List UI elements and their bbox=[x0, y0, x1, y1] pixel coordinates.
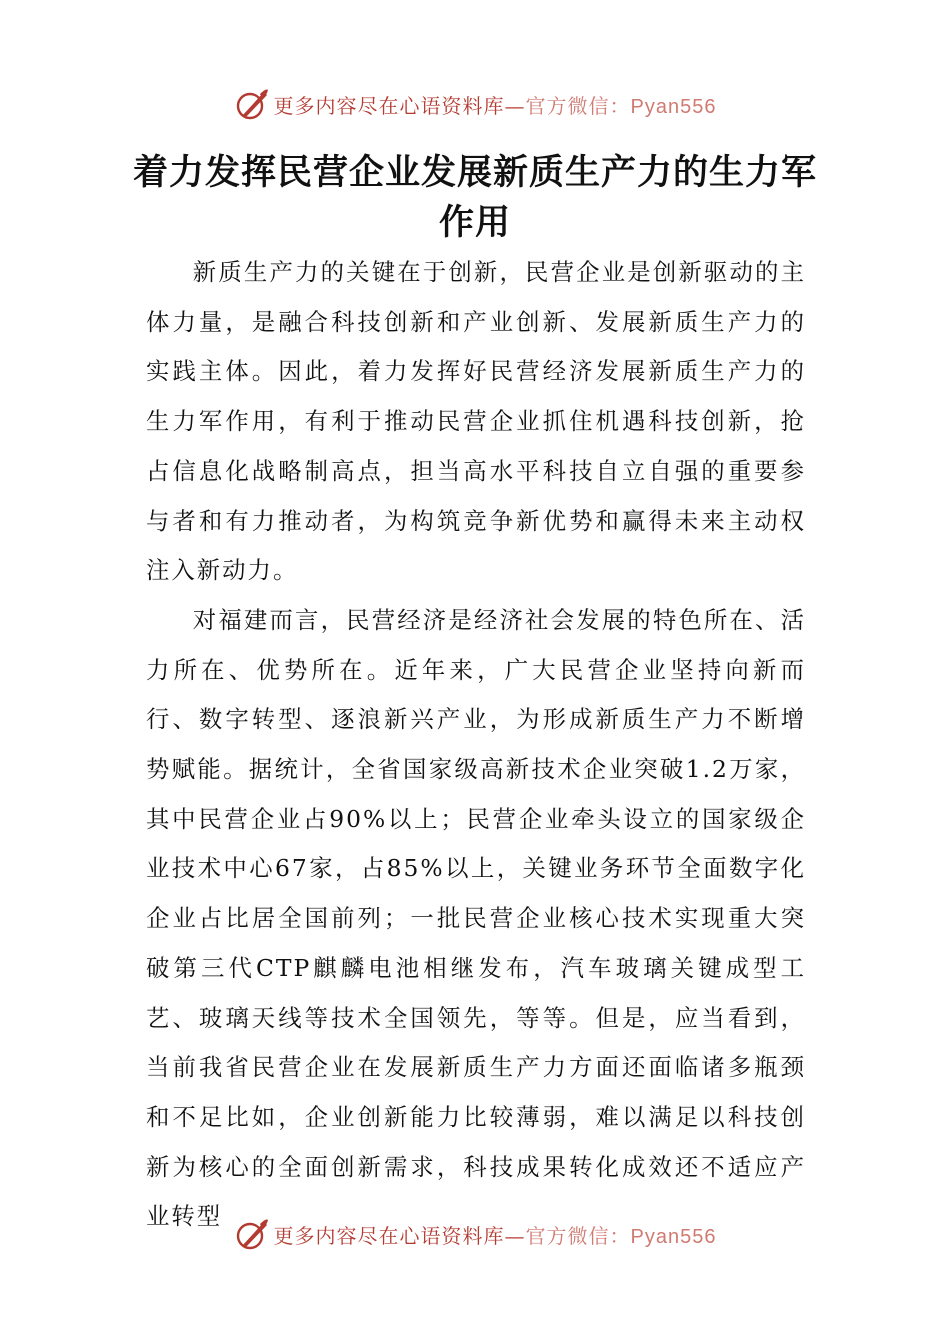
footer-text: 更多内容尽在心语资料库— bbox=[273, 1223, 526, 1248]
footer-banner bbox=[0, 1214, 950, 1254]
document-title: 着力发挥民营企业发展新质生产力的生力军作用 bbox=[132, 153, 817, 243]
document-body bbox=[146, 248, 806, 1242]
header-text: 更多内容尽在心语资料库— bbox=[273, 93, 526, 118]
footer-wechat: 官方微信：Pyan556 bbox=[525, 1225, 717, 1248]
quill-logo-icon bbox=[234, 1216, 270, 1252]
quill-logo-icon bbox=[234, 86, 270, 122]
paragraph-2: 对福建而言，民营经济是经济社会发展的特色所在、活力所在、优势所在。近年来，广大民营企业坚持向新而行、数字转型、逐浪新兴产业，为形成新质生产力不断增势赋能。据统计，全省国家级高新技术企业突破1.2万家，其中民营企业占90%以上；民营企业牵头设立的国家级企业技术中心67家，占85%以上，关键业务环节全面数字化企业占比居全国前列；一批民营企业核心技术实现重大突破第三代CTP麒麟电池相继发布，汽车玻璃关键成型工艺、玻璃天线等技术全国领先，等等。但是，应当看到，当前我省民营企业在发展新质生产力方面还面临诸多瓶颈和不足比如，企业创新能力比较薄弱，难以满足以科技创新为核心的全面创新需求，科技成果转化成效还不适应产业转型 bbox=[146, 605, 806, 1231]
paragraph-1: 新质生产力的关键在于创新，民营企业是创新驱动的主体力量，是融合科技创新和产业创新、发展新质生产力的实践主体。因此，着力发挥好民营经济发展新质生产力的生力军作用，有利于推动民营企业抓住机遇科技创新，抢占信息化战略制高点，担当高水平科技自立自强的重要参与者和有力推动者，为构筑竞争新优势和赢得未来主动权注入新动力。 bbox=[146, 258, 806, 585]
header-banner bbox=[0, 84, 950, 124]
header-wechat: 官方微信：Pyan556 bbox=[525, 95, 717, 118]
